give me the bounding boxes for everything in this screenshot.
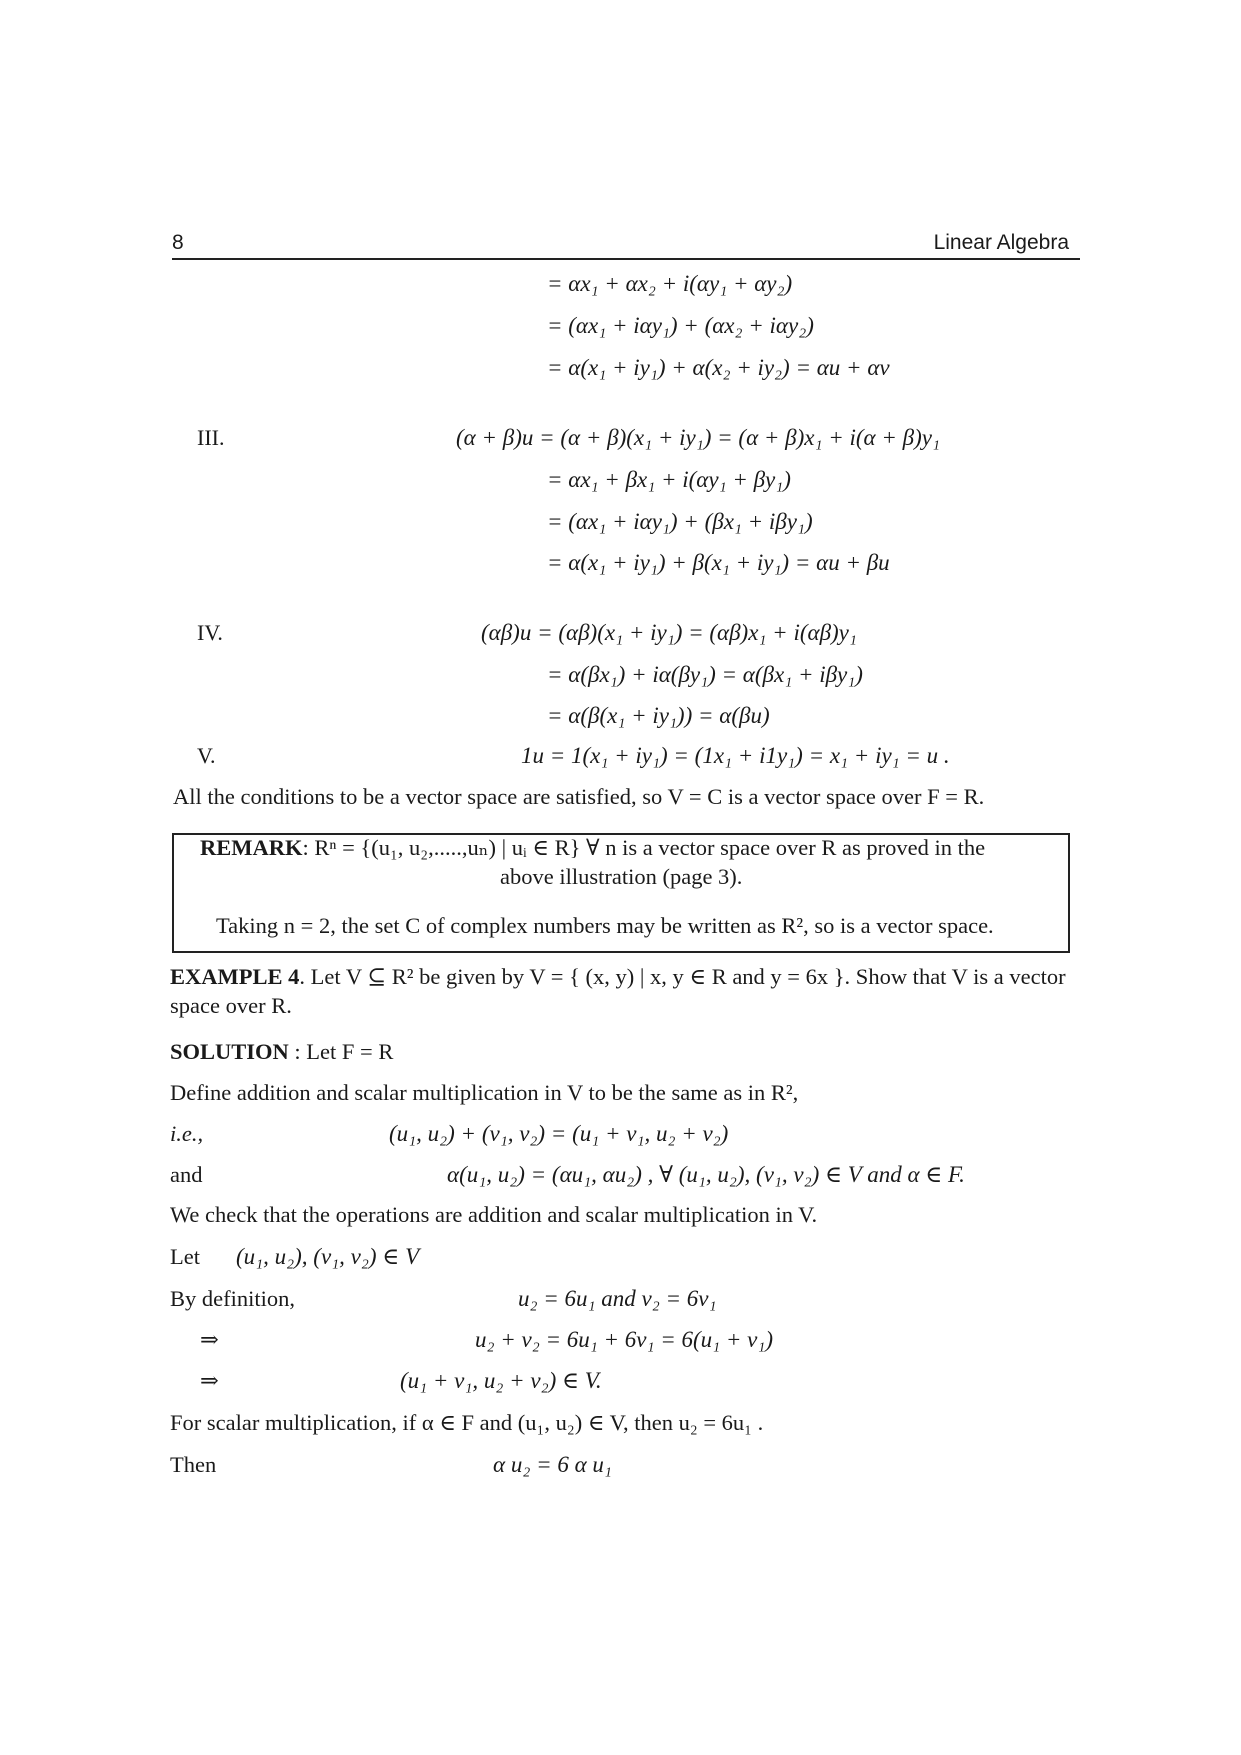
- running-title: Linear Algebra: [933, 231, 1069, 254]
- remark-text: : Rⁿ = {(u₁, u₂,.....,uₙ) | uᵢ ∈ R} ∀ n is a vector space over R as proved in the: [302, 835, 986, 860]
- example-heading: EXAMPLE 4: [170, 964, 300, 989]
- conclusion-text: All the conditions to be a vector space are satisfied, so V = C is a vector space over F = R.: [173, 784, 985, 809]
- example-line-2: space over R.: [170, 993, 292, 1018]
- and-label: and: [170, 1162, 203, 1187]
- equation-line: = αx₁ + βx₁ + i(αy₁ + βy₁): [547, 467, 791, 492]
- remark-line-2: above illustration (page 3).: [500, 864, 743, 889]
- remark-heading: REMARK: [200, 835, 303, 860]
- example-text: . Let V ⊆ R² be given by V = { (x, y) | x, y ∈ R and y = 6x }. Show that V is a vector: [299, 964, 1066, 989]
- equation-line: u₂ = 6u₁ and v₂ = 6v₁: [518, 1286, 717, 1311]
- equation-line: = (αx₁ + iαy₁) + (αx₂ + iαy₂): [547, 313, 814, 338]
- solution-text: : Let F = R: [288, 1039, 394, 1064]
- equation-line: 1u = 1(x₁ + iy₁) = (1x₁ + i1y₁) = x₁ + iy₁ = u .: [521, 743, 950, 768]
- equation-line: (u₁ + v₁, u₂ + v₂) ∈ V.: [400, 1368, 602, 1393]
- equation-line: = α(β(x₁ + iy₁)) = α(βu): [547, 703, 770, 728]
- implies-arrow: ⇒: [200, 1327, 219, 1352]
- remark-line-1: [200, 835, 985, 861]
- bydef-label: By definition,: [170, 1286, 295, 1311]
- part-label-iii: III.: [197, 425, 225, 450]
- equation-line: u₂ + v₂ = 6u₁ + 6v₁ = 6(u₁ + v₁): [475, 1327, 774, 1352]
- solution-heading: SOLUTION: [170, 1039, 289, 1064]
- header-rule: [172, 258, 1080, 260]
- page-number: 8: [172, 231, 184, 254]
- equation-line: = α(x₁ + iy₁) + α(x₂ + iy₂) = αu + αv: [547, 355, 890, 380]
- let-label: Let: [170, 1244, 200, 1269]
- then-label: Then: [170, 1452, 217, 1477]
- equation-line: = (αx₁ + iαy₁) + (βx₁ + iβy₁): [547, 509, 813, 534]
- define-text: Define addition and scalar multiplication in V to be the same as in R²,: [170, 1080, 799, 1105]
- part-label-v: V.: [197, 743, 216, 768]
- equation-line: (u₁, u₂), (v₁, v₂) ∈ V: [236, 1244, 420, 1269]
- ie-label: i.e.,: [170, 1121, 204, 1146]
- equation-line: (αβ)u = (αβ)(x₁ + iy₁) = (αβ)x₁ + i(αβ)y₁: [481, 620, 857, 645]
- equation-line: = α(x₁ + iy₁) + β(x₁ + iy₁) = αu + βu: [547, 550, 890, 575]
- part-label-iv: IV.: [197, 620, 223, 645]
- implies-arrow: ⇒: [200, 1368, 219, 1393]
- check-text: We check that the operations are addition and scalar multiplication in V.: [170, 1202, 818, 1227]
- remark-line-3: Taking n = 2, the set C of complex numbers may be written as R², so is a vector space.: [216, 913, 994, 938]
- equation-line: α(u₁, u₂) = (αu₁, αu₂) , ∀ (u₁, u₂), (v₁, v₂) ∈ V and α ∈ F.: [447, 1162, 965, 1187]
- equation-line: α u₂ = 6 α u₁: [493, 1452, 612, 1477]
- equation-line: = α(βx₁) + iα(βy₁) = α(βx₁ + iβy₁): [547, 662, 863, 687]
- equation-line: = αx₁ + αx₂ + i(αy₁ + αy₂): [547, 271, 793, 296]
- solution-line: [170, 1039, 393, 1065]
- scalar-text: For scalar multiplication, if α ∈ F and (u₁, u₂) ∈ V, then u₂ = 6u₁ .: [170, 1410, 764, 1435]
- equation-line: (u₁, u₂) + (v₁, v₂) = (u₁ + v₁, u₂ + v₂): [389, 1121, 729, 1146]
- example-line-1: [170, 964, 1066, 990]
- equation-line: (α + β)u = (α + β)(x₁ + iy₁) = (α + β)x₁ + i(α + β)y₁: [456, 425, 940, 450]
